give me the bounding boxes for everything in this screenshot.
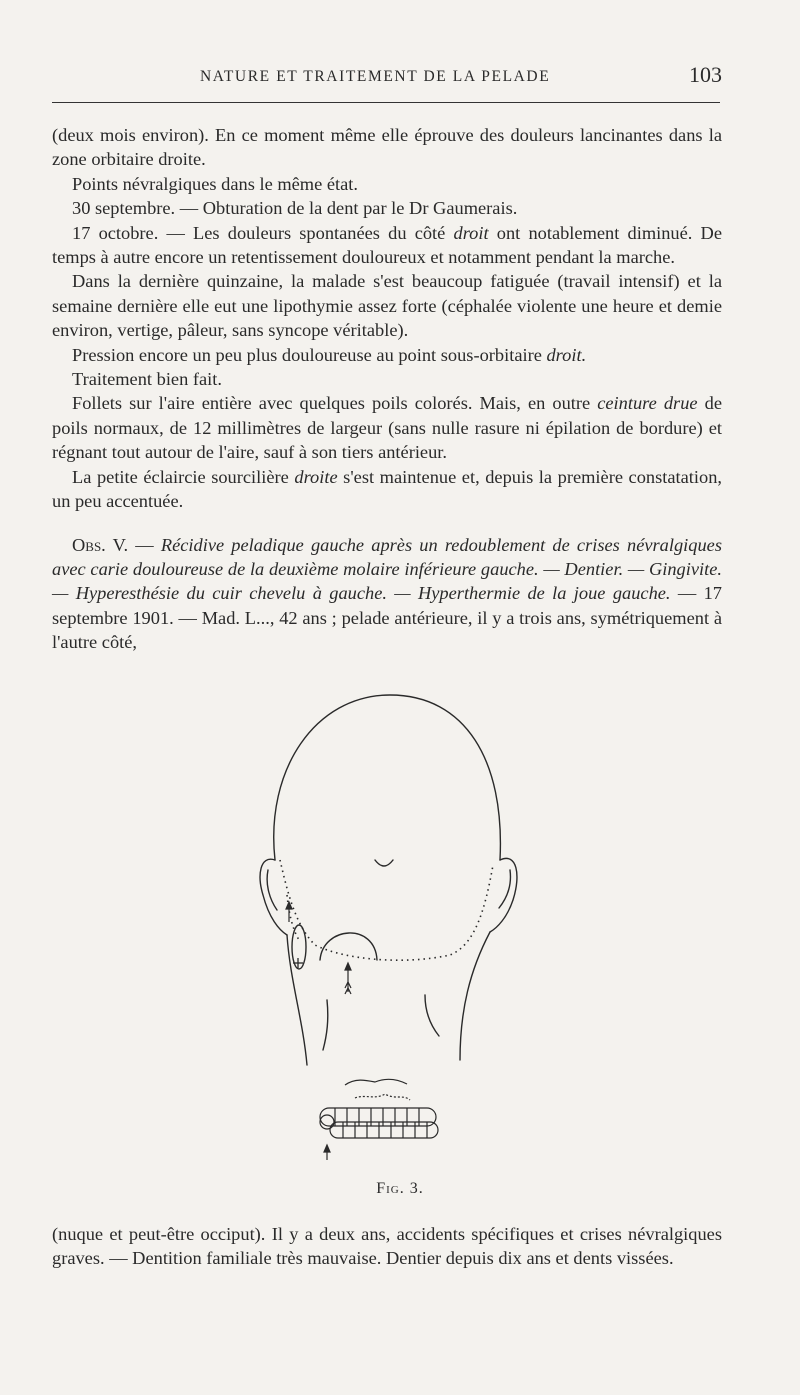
observation-title: Récidive peladique gauche après un redoublement de crises névralgiques avec carie douloureuse de la deuxième molaire inférieure gauche. — Dentier. — Gingivite. — Hyperesthésie du cuir chevelu à gauche. — Hyperthermie de la joue gauche.	[52, 534, 722, 604]
paragraph	[52, 221, 722, 270]
neck-mark-left	[323, 1000, 328, 1050]
teeth-separators-upper	[335, 1108, 419, 1126]
lower-teeth-row	[330, 1122, 438, 1138]
paragraph-text: Follets sur l'aire entière avec quelques poils colorés. Mais, en outre	[72, 393, 598, 414]
running-head: NATURE ET TRAITEMENT DE LA PELADE	[200, 68, 551, 85]
neck-mark-right	[425, 995, 439, 1036]
paragraph-text: de poils normaux, de 12 millimètres de largeur (sans nulle rasure ni épilation de bordure) et régnant tout autour de l'aire, sauf à son tiers antérieur.	[52, 393, 722, 463]
ear-right	[490, 858, 517, 932]
page-number: 103	[689, 62, 722, 87]
teeth-separators-lower	[343, 1122, 427, 1138]
paragraph	[52, 172, 722, 196]
paragraph-text: ont notablement diminué. De temps à autre encore un retentissement douloureux et notamment pendant la marche.	[52, 222, 722, 268]
paragraph-text: La petite éclaircie sourcilière	[72, 466, 295, 487]
figure-caption: Fig. 3.	[376, 1180, 424, 1197]
teeth-diagram	[320, 1079, 438, 1138]
skull-outline	[274, 695, 501, 860]
emphasis: droit.	[546, 344, 587, 365]
figure-head-drawing	[235, 690, 535, 1160]
emphasis: droite	[294, 466, 338, 487]
neck-right	[460, 932, 490, 1060]
ear-left-inner	[267, 870, 277, 910]
paragraph-text: Points névralgiques dans le même état.	[72, 173, 359, 194]
paragraph-text: s'est maintenue et, depuis la première constatation, un peu accentuée.	[52, 466, 723, 512]
paragraph-text: — 17 septembre 1901. — Mad. L..., 42 ans ; pelade antérieure, il y a trois ans, symétriquement à l'autre côté,	[52, 583, 722, 653]
observation-label: Obs. V.	[72, 534, 129, 555]
paragraph	[52, 391, 722, 464]
emphasis: ceinture drue	[597, 393, 698, 414]
arrow-head-nape	[345, 963, 351, 970]
paragraph	[52, 343, 722, 367]
occipital-arc	[320, 933, 377, 960]
paragraph	[52, 465, 722, 514]
paragraph-text: Traitement bien fait.	[72, 369, 222, 390]
emphasis: droit	[453, 222, 489, 243]
paragraph-text: 17 octobre. — Les douleurs spontanées du côté	[72, 222, 454, 243]
bottom-paragraph: (nuque et peut-être occiput). Il y a deux ans, accidents spécifiques et crises névralgiques graves. — Dentition familiale très mauvaise. Dentier depuis dix ans et dents vissées.	[52, 1224, 722, 1269]
gum-line-dotted	[355, 1094, 410, 1100]
paragraph	[52, 269, 722, 342]
arrow-head-teeth	[324, 1145, 330, 1152]
paragraph-text: Pression encore un peu plus douloureuse au point sous-orbitaire	[72, 344, 547, 365]
paragraph	[52, 367, 722, 391]
area-dotted-border	[280, 860, 493, 960]
paragraph-text: 30 septembre. — Obturation de la dent par le Dr Gaumerais.	[72, 198, 518, 219]
ear-right-inner	[499, 870, 510, 908]
neck-left	[287, 935, 307, 1065]
page-header	[52, 62, 722, 92]
paragraph-text: —	[128, 534, 161, 555]
paragraph-text: Dans la dernière quinzaine, la malade s'est beaucoup fatiguée (travail intensif) et la semaine dernière elle eut une lipothymie assez forte (céphalée violente une heure et demie environ, vertige, pâleur, sans syncope véritable).	[52, 271, 722, 341]
paragraph	[52, 123, 722, 172]
vertex-mark	[375, 860, 393, 866]
header-rule	[52, 102, 720, 103]
head-illustration	[235, 690, 535, 1160]
body-text	[52, 123, 722, 655]
gum-line-upper	[345, 1079, 407, 1085]
paragraph-text: (deux mois environ). En ce moment même elle éprouve des douleurs lancinantes dans la zone orbitaire droite.	[52, 125, 722, 170]
observation-paragraph	[52, 533, 722, 655]
paragraph	[52, 196, 722, 220]
